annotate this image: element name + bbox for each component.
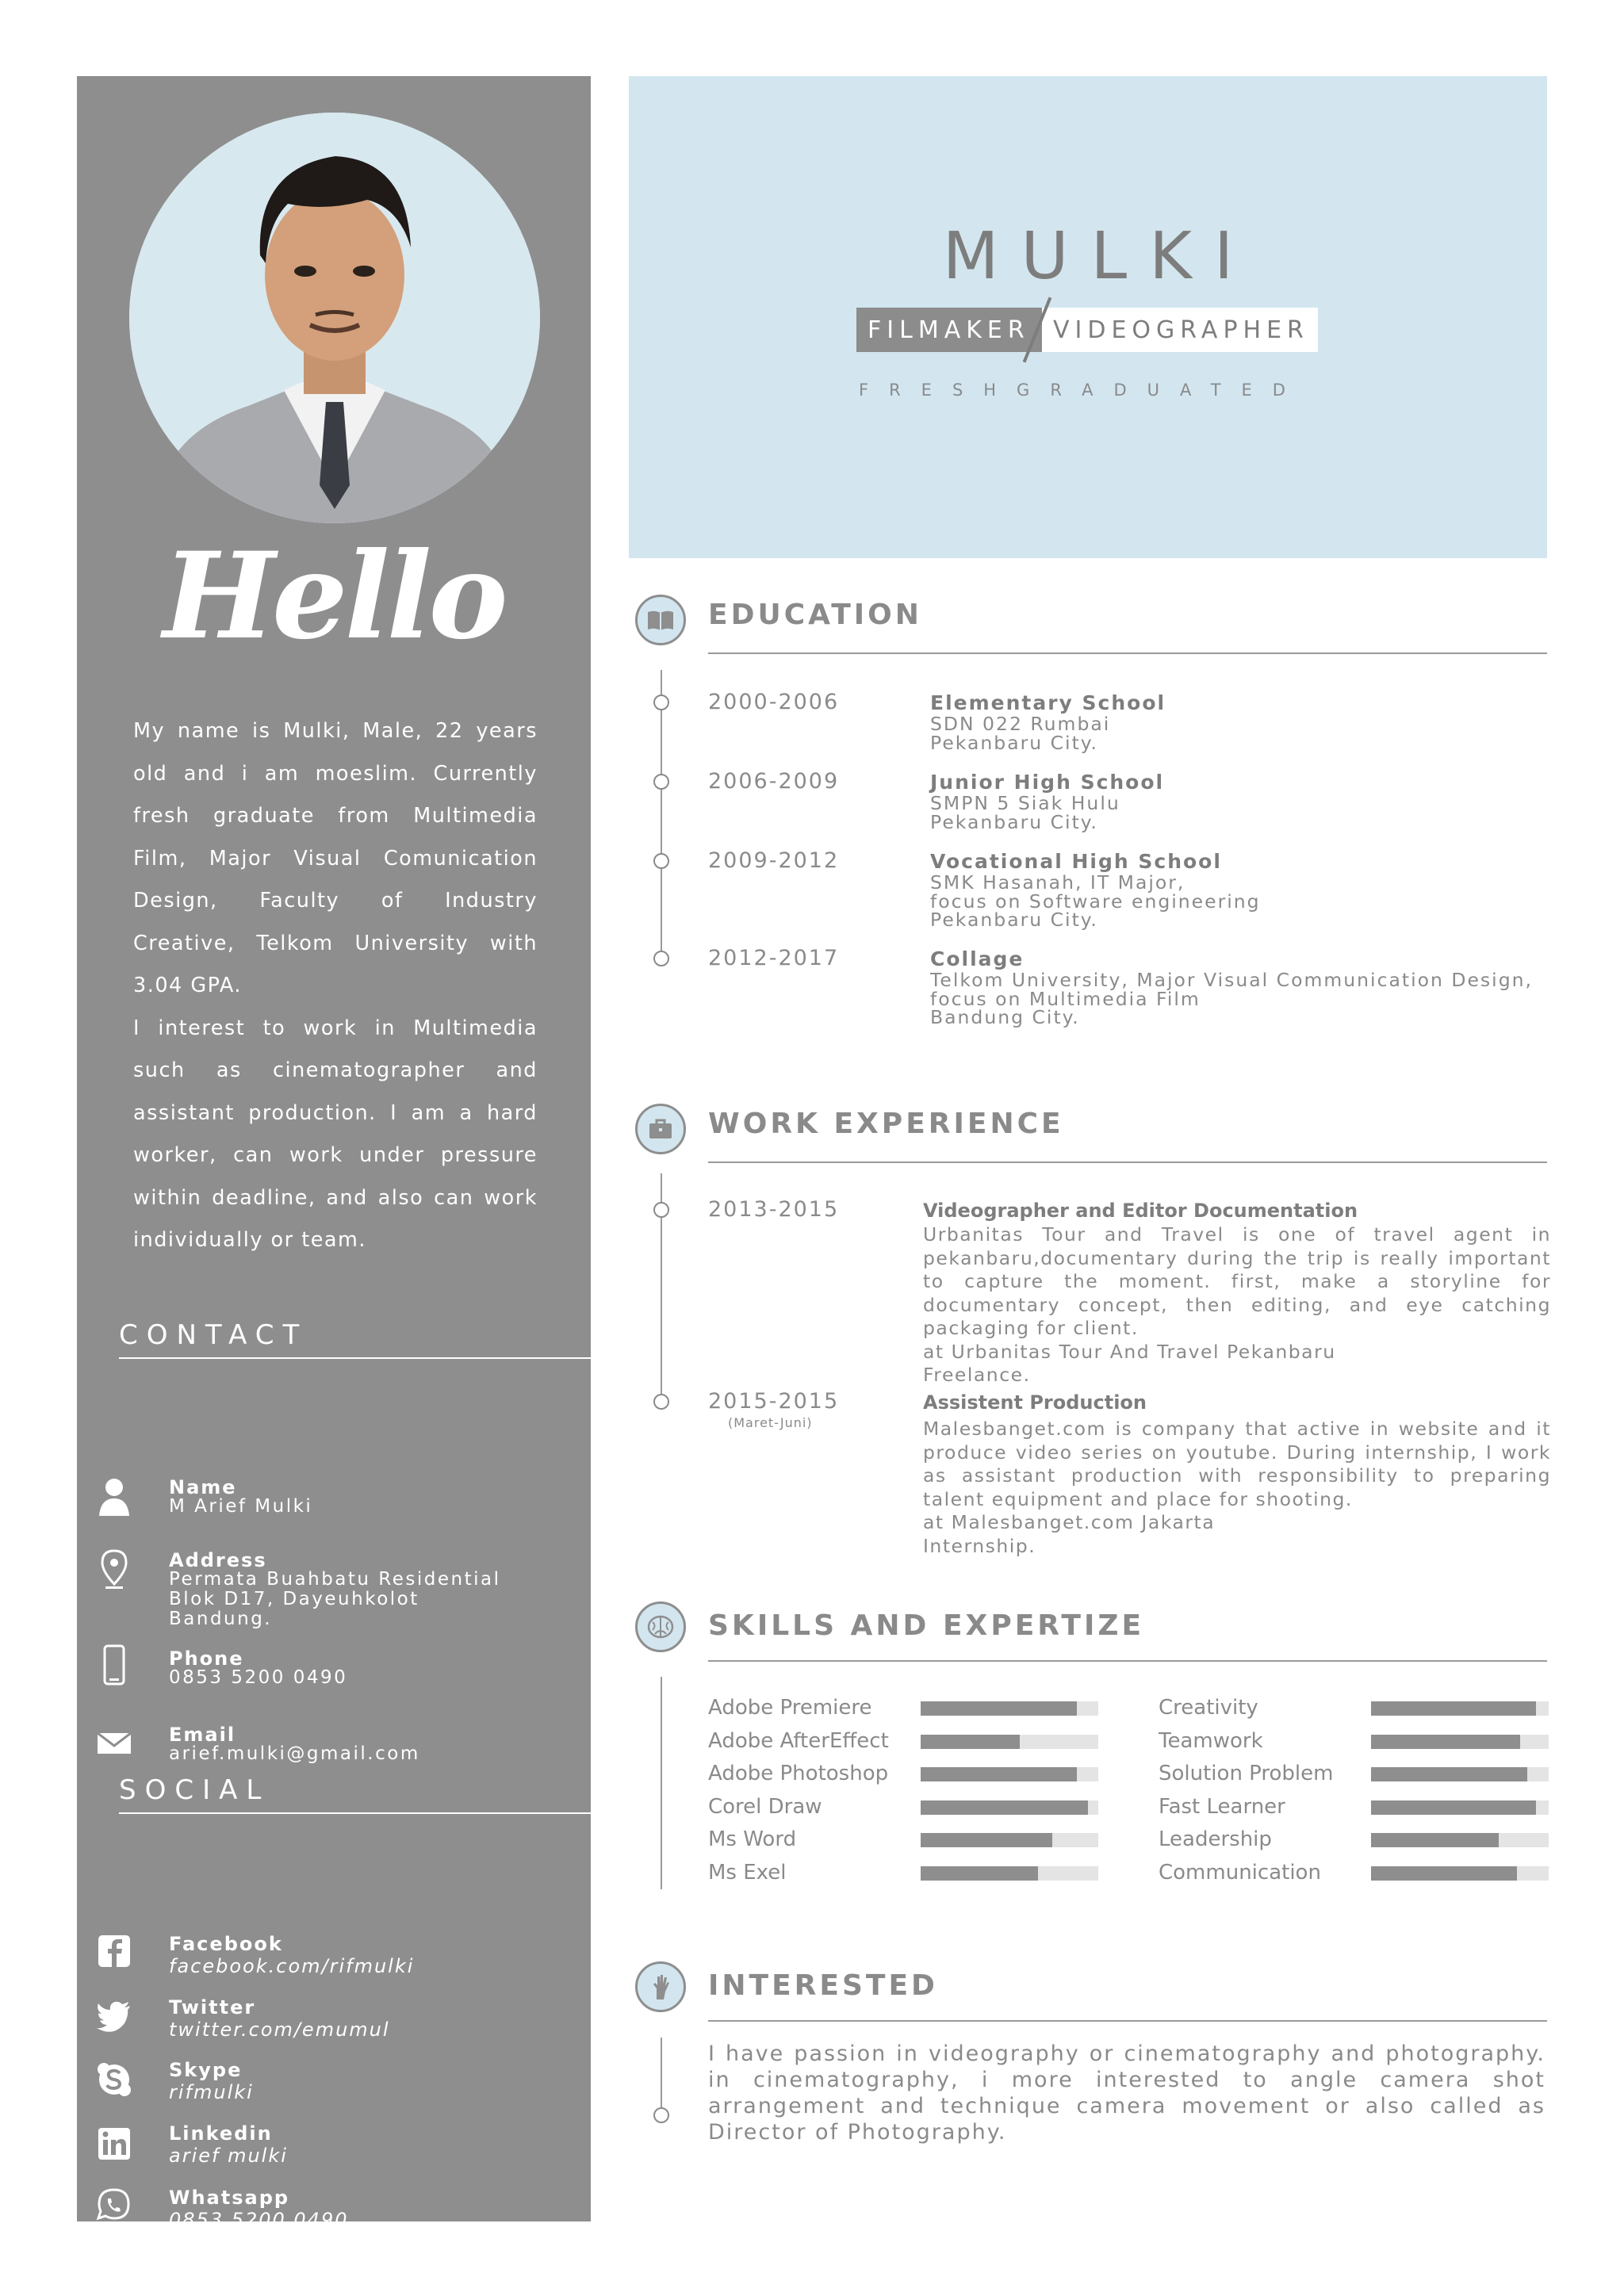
skill-name: Ms Exel [708, 1861, 787, 1885]
work-role: Videographer and Editor Documentation [923, 1200, 1358, 1222]
work-year: 2015-2015 [708, 1389, 840, 1414]
skill-bar-fill [921, 1735, 1020, 1749]
education-year: 2009-2012 [708, 848, 840, 873]
education-year: 2000-2006 [708, 690, 840, 714]
skill-name: Teamwork [1159, 1728, 1263, 1753]
education-school: Collage [930, 947, 1025, 970]
education-timeline [661, 670, 662, 963]
social-skype-value[interactable]: rifmulki [169, 2081, 254, 2103]
interested-title: INTERESTED [708, 1969, 938, 2002]
timeline-dot [653, 695, 669, 710]
profile-photo [129, 113, 540, 523]
work-summary: Urbanitas Tour and Travel is one of travel agent in pekanbaru,documentary during the trip is really important to capture the moment. first, make a storyline for documentary concept, then editing, and eye catching packaging for client. [923, 1223, 1551, 1339]
work-summary: Malesbanget.com is company that active in website and it produce video series on youtube. During internship, I work as assistant production with responsibility to preparing talent equipment and place for shooting. [923, 1418, 1551, 1510]
timeline-dot [653, 2107, 669, 2123]
skills-rule [708, 1660, 1547, 1662]
education-title: EDUCATION [708, 599, 922, 631]
social-heading: SOCIAL [119, 1774, 591, 1814]
skill-bar-fill [921, 1701, 1077, 1716]
contact-name-label: Name [169, 1476, 237, 1498]
skill-bar-fill [921, 1800, 1088, 1815]
sidebar [77, 76, 591, 2231]
contact-email-label: Email [169, 1724, 236, 1746]
work-title: WORK EXPERIENCE [708, 1108, 1064, 1140]
about-paragraph-1: My name is Mulki, Male, 22 years old and i am moeslim. Currently fresh graduate from Multimedia Film, Major Visual Comunication Design, Faculty of Industry Creative, Telkom University with 3.04 GPA. [133, 719, 538, 997]
skill-bar [1371, 1701, 1549, 1716]
skill-name: Adobe AfterEffect [708, 1728, 889, 1753]
interested-rule [708, 2020, 1547, 2022]
education-year: 2012-2017 [708, 946, 840, 970]
skype-icon [96, 2061, 132, 2102]
role-videographer: VIDEOGRAPHER [1042, 308, 1318, 352]
linkedin-icon [96, 2124, 132, 2165]
education-year: 2006-2009 [708, 769, 840, 794]
contact-email-value: arief.mulki@gmail.com [169, 1743, 420, 1764]
education-detail: SMK Hasanah, IT Major, focus on Software engineering Pekanbaru City. [930, 871, 1261, 931]
phone-icon [96, 1644, 132, 1686]
twitter-icon [96, 1996, 132, 2038]
skill-name: Adobe Premiere [708, 1696, 872, 1720]
education-detail: SDN 022 Rumbai Pekanbaru City. [930, 713, 1111, 754]
timeline-dot [653, 774, 669, 790]
skill-bar-fill [1371, 1833, 1499, 1847]
skill-name: Solution Problem [1159, 1762, 1334, 1786]
briefcase-icon [646, 1115, 675, 1143]
whatsapp-icon [96, 2187, 132, 2228]
contact-address-label: Address [169, 1549, 267, 1571]
skill-bar [1371, 1767, 1549, 1781]
timeline-dot [653, 853, 669, 869]
social-linkedin-label: Linkedin [169, 2122, 273, 2145]
email-icon [96, 1724, 132, 1765]
header-subtitle: FRESHGRADUATED [859, 381, 1306, 400]
skill-bar [1371, 1800, 1549, 1815]
skill-bar-fill [1371, 1767, 1527, 1781]
work-role: Assistent Production [923, 1391, 1147, 1414]
skill-bar-fill [921, 1866, 1038, 1881]
education-section-icon [635, 595, 686, 645]
about-text [133, 710, 538, 1262]
raised-hand-icon [646, 1973, 675, 2001]
skill-bar [921, 1767, 1098, 1781]
work-description [923, 1418, 1551, 1558]
role-filmaker: FILMAKER [856, 308, 1042, 352]
social-linkedin-value[interactable]: arief mulki [169, 2145, 288, 2167]
skill-name: Adobe Photoshop [708, 1762, 889, 1786]
social-twitter-label: Twitter [169, 1996, 256, 2019]
interested-section-icon [635, 1961, 686, 2012]
education-detail: SMPN 5 Siak Hulu Pekanbaru City. [930, 792, 1120, 833]
timeline-dot [653, 1394, 669, 1410]
social-facebook-value[interactable]: facebook.com/rifmulki [169, 1955, 415, 1977]
facebook-icon [96, 1931, 132, 1973]
work-year: 2013-2015 [708, 1197, 840, 1222]
social-twitter-value[interactable]: twitter.com/emumul [169, 2019, 390, 2041]
contact-phone-value: 0853 5200 0490 [169, 1667, 348, 1688]
skill-bar-fill [1371, 1800, 1536, 1815]
education-school: Vocational High School [930, 850, 1222, 873]
interested-timeline [661, 2038, 662, 2110]
skill-bar [921, 1833, 1098, 1847]
skill-bar [921, 1866, 1098, 1881]
skill-bar-fill [921, 1833, 1052, 1847]
skill-bar [921, 1735, 1098, 1749]
education-rule [708, 652, 1547, 654]
skill-name: Communication [1159, 1861, 1321, 1885]
skill-bar-fill [921, 1767, 1077, 1781]
hello-script: Hello [163, 526, 505, 666]
social-skype-label: Skype [169, 2059, 243, 2081]
work-place: at Malesbanget.com Jakarta [923, 1511, 1216, 1533]
contact-heading: CONTACT [119, 1319, 591, 1359]
work-section-icon [635, 1104, 686, 1154]
skill-bar-fill [1371, 1701, 1536, 1716]
skill-name: Corel Draw [708, 1794, 822, 1819]
work-type: Freelance. [923, 1364, 1031, 1386]
brain-icon [646, 1613, 675, 1641]
skill-name: Ms Word [708, 1827, 797, 1852]
skill-bar [1371, 1866, 1549, 1881]
contact-phone-label: Phone [169, 1647, 244, 1670]
social-facebook-label: Facebook [169, 1933, 283, 1955]
book-icon [646, 606, 675, 634]
skill-name: Leadership [1159, 1827, 1272, 1852]
timeline-dot [653, 951, 669, 966]
social-whatsapp-label: Whatsapp [169, 2187, 290, 2209]
education-school: Junior High School [930, 771, 1165, 794]
skill-bar-fill [1371, 1735, 1520, 1749]
contact-name-value: M Arief Mulki [169, 1496, 313, 1517]
contact-address-value: Permata Buahbatu Residential Blok D17, Dayeuhkolot Bandung. [169, 1569, 501, 1629]
skill-name: Creativity [1159, 1696, 1258, 1720]
skill-bar [921, 1800, 1098, 1815]
interested-text: I have passion in videography or cinematography and photography. in cinematography, i more interested to angle camera shot arrangement and technique camera movement or also called as Director of Photography. [708, 2042, 1545, 2145]
skill-name: Fast Learner [1159, 1794, 1285, 1819]
skill-bar [921, 1701, 1098, 1716]
header-banner [629, 76, 1547, 558]
work-type: Internship. [923, 1534, 1036, 1557]
work-place: at Urbanitas Tour And Travel Pekanbaru [923, 1340, 1336, 1363]
skills-timeline [661, 1677, 662, 1889]
portrait-illustration [129, 113, 540, 523]
header-role [856, 308, 1318, 352]
skill-bar [1371, 1735, 1549, 1749]
skills-title: SKILLS AND EXPERTIZE [708, 1609, 1145, 1642]
about-paragraph-2: I interest to work in Multimedia such as cinematographer and assistant production. I am a hard worker, can work under pressure within deadline, and also can work individually or team. [133, 1016, 538, 1252]
header-name: MULKI [942, 219, 1256, 294]
skills-section-icon [635, 1601, 686, 1652]
skill-bar-fill [1371, 1866, 1517, 1881]
social-whatsapp-value[interactable]: 0853 5200 0490 [169, 2209, 349, 2231]
education-school: Elementary School [930, 691, 1166, 714]
work-rule [708, 1161, 1547, 1163]
location-pin-icon [96, 1549, 132, 1590]
person-icon [96, 1476, 132, 1517]
work-period-note: (Maret-Juni) [728, 1415, 813, 1430]
work-description [923, 1223, 1551, 1387]
education-detail: Telkom University, Major Visual Communication Design, focus on Multimedia Film Bandung City. [930, 969, 1533, 1028]
skill-bar [1371, 1833, 1549, 1847]
timeline-dot [653, 1202, 669, 1218]
